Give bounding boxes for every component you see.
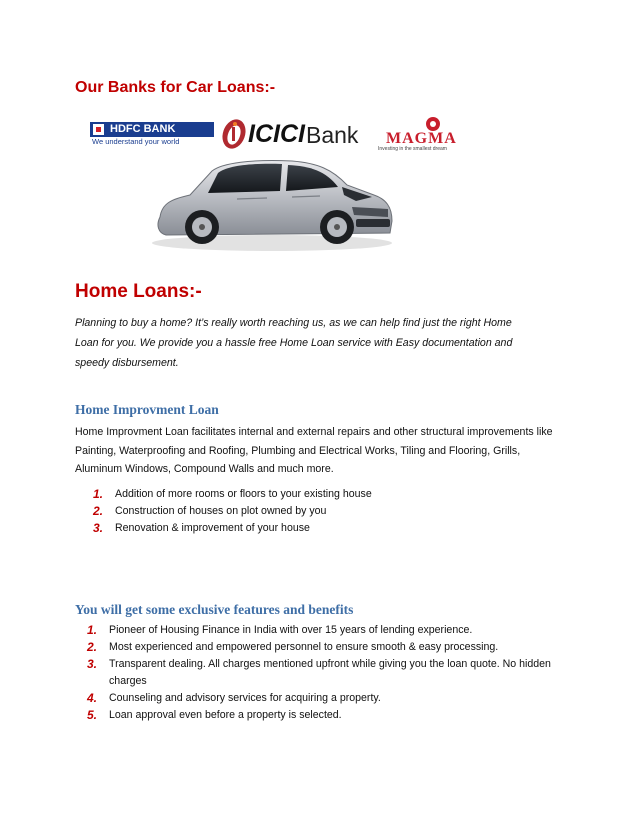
list-text: Addition of more rooms or floors to your existing house (115, 488, 372, 500)
list-item (87, 690, 577, 707)
home-improvement-paragraph (75, 423, 595, 479)
icici-emblem-icon (220, 117, 248, 151)
list-number: 1. (87, 623, 98, 637)
list-text: Most experienced and empowered personnel to ensure smooth & easy processing. (109, 641, 499, 653)
home-improvement-line: Painting, Waterproofing and Roofing, Plumbing and Electrical Works, Tiling and Flooring, Grills, (75, 444, 521, 457)
benefits-list (87, 622, 577, 724)
list-text: Renovation & improvement of your house (115, 522, 310, 534)
home-improvement-line: Home Improvment Loan facilitates internal and external repairs and other structural improvements like (75, 426, 553, 438)
home-loans-line: Planning to buy a home? It’s really worth reaching us, as we can help find just the right Home (75, 317, 512, 329)
home-improvement-heading: Home Improvment Loan (75, 402, 219, 417)
home-loans-line: Loan for you. We provide you a hassle free Home Loan service with Easy documentation and (75, 337, 513, 349)
icici-bank-logo (220, 117, 370, 151)
list-number: 4. (87, 691, 98, 705)
hdfc-name: HDFC BANK (110, 123, 176, 135)
list-number: 3. (93, 521, 104, 535)
list-item (87, 656, 577, 690)
list-item (93, 486, 573, 503)
icici-name: ICICI (248, 120, 305, 148)
list-number: 5. (87, 708, 98, 722)
hdfc-tagline: We understand your world (92, 137, 180, 146)
list-item (93, 520, 573, 537)
list-item (87, 622, 577, 639)
magma-logo (378, 116, 488, 152)
magma-tagline: Investing in the smallest dream (378, 146, 447, 152)
benefits-heading: You will get some exclusive features and benefits (75, 602, 354, 617)
list-text: Counseling and advisory services for acquiring a property. (109, 692, 381, 704)
list-item (93, 503, 573, 520)
home-improvement-list (93, 486, 573, 537)
list-text: Loan approval even before a property is selected. (109, 709, 342, 721)
home-loans-paragraph (75, 313, 575, 373)
list-number: 2. (87, 640, 98, 654)
home-loans-line: speedy disbursement. (75, 357, 179, 369)
list-item (87, 707, 577, 724)
list-text: Construction of houses on plot owned by you (115, 505, 327, 517)
car-image (142, 155, 402, 255)
hdfc-bank-logo (90, 122, 214, 148)
list-text: Transparent dealing. All charges mentioned upfront while giving you the loan quote. No hidden charges (109, 658, 551, 687)
icici-suffix: Bank (306, 122, 359, 148)
list-item (87, 639, 577, 656)
list-number: 1. (93, 487, 104, 501)
car-loans-heading: Our Banks for Car Loans:- (75, 79, 276, 96)
list-number: 3. (87, 657, 98, 671)
magma-name: MAGMA (386, 130, 457, 147)
home-loans-heading: Home Loans:- (75, 281, 202, 302)
list-number: 2. (93, 504, 104, 518)
home-improvement-line: Aluminum Windows, Compound Walls and much more. (75, 463, 334, 475)
list-text: Pioneer of Housing Finance in India with over 15 years of lending experience. (109, 624, 473, 636)
